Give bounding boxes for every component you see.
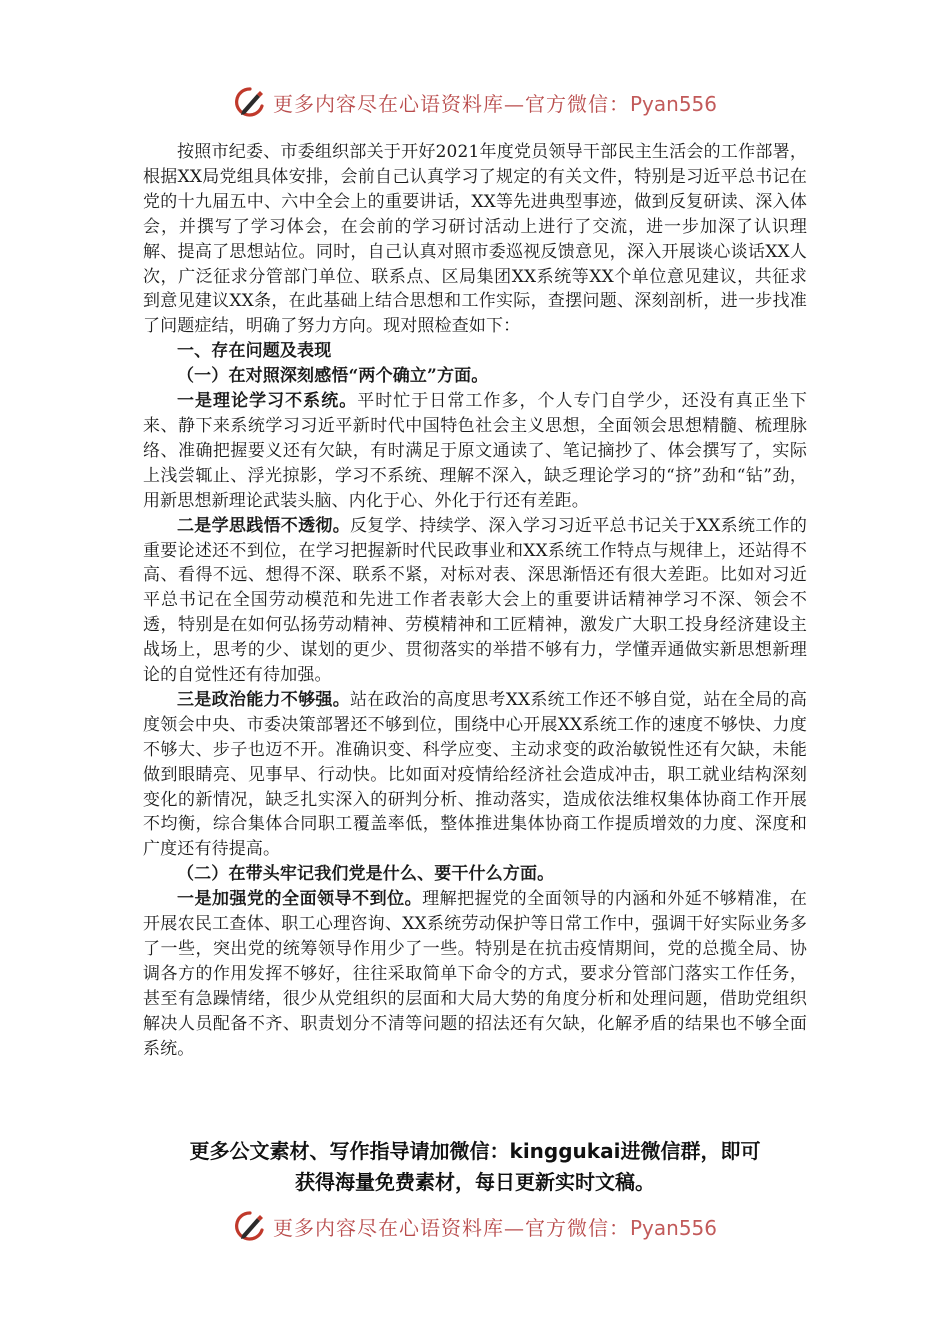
pen-circle-logo-icon	[233, 1209, 267, 1243]
paragraph-lead: 一是理论学习不系统。	[177, 391, 358, 412]
body-paragraph	[143, 514, 807, 688]
body-paragraph	[143, 389, 807, 514]
paragraph-text: 理解把握党的全面领导的内涵和外延不够精准，在开展农民工查体、职工心理咨询、XX系统劳动保护等日常工作中，强调干好实际业务多了一些，突出党的统筹领导作用少了一些。特别是在抗击疫情期间，党的总揽全局、协调各方的作用发挥不够好，往往采取简单下命令的方式，要求分管部门落实工作任务，甚至有急躁情绪，很少从党组织的层面和大局大势的角度分析和处理问题，借助党组织解决人员配备不齐、职责划分不清等问题的招法还有欠缺，化解矛盾的结果也不够全面系统。	[143, 889, 807, 1059]
body-paragraph	[143, 688, 807, 862]
promo-line-1: 更多公文素材、写作指导请加微信：kinggukai进微信群，即可	[189, 1139, 761, 1163]
paragraph-text: 站在政治的高度思考XX系统工作还不够自觉，站在全局的高度领会中央、市委决策部署还不够到位，围绕中心开展XX系统工作的速度不够快、力度不够大、步子也迈不开。准确识变、科学应变、主动求变的政治敏锐性还有欠缺，未能做到眼睛亮、见事早、行动快。比如面对疫情给经济社会造成冲击，职工就业结构深刻变化的新情况，缺乏扎实深入的研判分析、推动落实，造成依法维权集体协商工作开展不均衡，综合集体合同职工覆盖率低，整体推进集体协商工作提质增效的力度、深度和广度还有待提高。	[143, 689, 807, 860]
watermark-top	[0, 82, 950, 122]
section-heading: 一、存在问题及表现	[177, 341, 332, 362]
paragraph-lead: 一是加强党的全面领导不到位。	[177, 889, 423, 910]
paragraph-text: 平时忙于日常工作多，个人专门自学少，还没有真正坐下来、静下来系统学习习近平新时代中国特色社会主义思想，全面领会思想精髓、梳理脉络、准确把握要义还有欠缺，有时满足于原文通读了、笔记摘抄了、体会撰写了，实际上浅尝辄止、浮光掠影，学习不系统、理解不深入，缺乏理论学习的“挤”劲和“钻”劲，用新思想新理论武装头脑、内化于心、外化于行还有差距。	[143, 391, 807, 511]
subsection-heading: （二）在带头牢记我们党是什么、要干什么方面。	[177, 864, 555, 885]
pen-circle-logo-icon	[233, 85, 267, 119]
paragraph-lead: 二是学思践悟不透彻。	[177, 515, 350, 536]
watermark-text: 更多内容尽在心语资料库—官方微信：Pyan556	[272, 91, 717, 116]
promo-line-2: 获得海量免费素材，每日更新实时文稿。	[295, 1170, 655, 1194]
watermark-bottom	[0, 1206, 950, 1246]
watermark-text: 更多内容尽在心语资料库—官方微信：Pyan556	[272, 1215, 717, 1240]
document-body	[143, 140, 807, 1062]
intro-paragraph: 按照市纪委、市委组织部关于开好2021年度党员领导干部民主生活会的工作部署，根据XX局党组具体安排，会前自己认真学习了规定的有关文件，特别是习近平总书记在党的十九届五中、六中全会上的重要讲话，XX等先进典型事迹，做到反复研读、深入体会，并撰写了学习体会，在会前的学习研讨活动上进行了交流，进一步加深了认识理解、提高了思想站位。同时，自己认真对照市委巡视反馈意见，深入开展谈心谈话XX人次，广泛征求分管部门单位、联系点、区局集团XX系统等XX个单位意见建议，共征求到意见建议XX条，在此基础上结合思想和工作实际，查摆问题、深刻剖析，进一步找准了问题症结，明确了努力方向。现对照检查如下：	[143, 142, 807, 337]
paragraph-text: 反复学、持续学、深入学习习近平总书记关于XX系统工作的重要论述还不到位，在学习把握新时代民政事业和XX系统工作特点与规律上，还站得不高、看得不远、想得不深、联系不紧，对标对表、深思渐悟还有很大差距。比如对习近平总书记在全国劳动模范和先进工作者表彰大会上的重要讲话精神学习不深、领会不透，特别是在如何弘扬劳动精神、劳模精神和工匠精神，激发广大职工投身经济建设主战场上，思考的少、谋划的更少、贯彻落实的举措不够有力，学懂弄通做实新思想新理论的自觉性还有待加强。	[143, 515, 807, 686]
paragraph-lead: 三是政治能力不够强。	[177, 689, 350, 710]
promo-notice	[140, 1136, 810, 1198]
body-paragraph	[143, 887, 807, 1061]
subsection-heading: （一）在对照深刻感悟“两个确立”方面。	[177, 366, 489, 387]
